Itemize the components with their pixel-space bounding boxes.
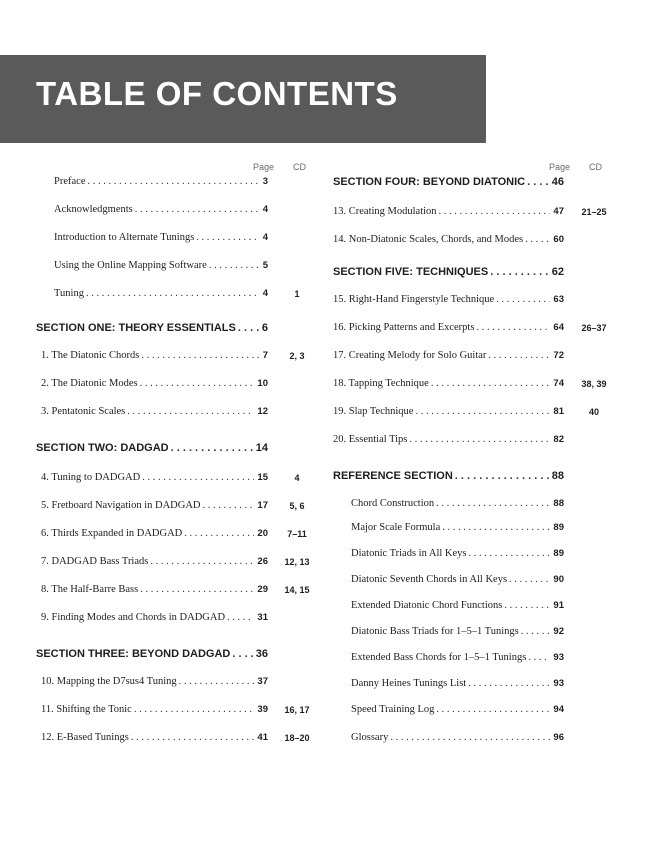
page-number: 31	[257, 612, 268, 623]
entry-title: 11. Shifting the Tonic	[41, 704, 132, 715]
dot-leader	[466, 678, 550, 689]
toc-entry	[54, 260, 268, 271]
dot-leader	[148, 556, 254, 567]
page-number: 89	[553, 522, 564, 533]
entry-title: Preface	[54, 176, 86, 187]
toc-entry	[333, 406, 564, 417]
toc-entry	[333, 294, 564, 305]
toc-entry	[41, 350, 268, 361]
toc-entry	[54, 176, 268, 187]
page-number: 96	[553, 732, 564, 743]
cd-track-number: 21–25	[581, 207, 607, 217]
page-number: 94	[553, 704, 564, 715]
entry-title: Speed Training Log	[351, 704, 435, 715]
entry-title: Acknowledgments	[54, 204, 133, 215]
dot-leader	[467, 548, 551, 559]
page-title: TABLE OF CONTENTS	[36, 75, 398, 112]
entry-title: 10. Mapping the D7sus4 Tuning	[41, 676, 177, 687]
cd-track-number: 5, 6	[289, 501, 305, 511]
page-number: 91	[553, 600, 564, 611]
entry-title: 7. DADGAD Bass Triads	[41, 556, 149, 567]
page-number: 36	[255, 648, 268, 660]
toc-section-row	[333, 266, 615, 282]
page-number: 4	[262, 204, 268, 215]
toc-entry	[41, 500, 268, 511]
entry-title: Diatonic Seventh Chords in All Keys	[351, 574, 508, 585]
page-number: 90	[553, 574, 564, 585]
toc-entry-row	[333, 378, 615, 394]
toc-entry	[41, 704, 268, 715]
dot-leader	[125, 406, 254, 417]
entry-title: 4. Tuning to DADGAD	[41, 472, 141, 483]
toc-entry	[333, 206, 564, 217]
section-title: SECTION FOUR: BEYOND DIATONIC	[333, 176, 526, 188]
entry-title: 15. Right-Hand Fingerstyle Technique	[333, 294, 495, 305]
dot-leader	[129, 732, 255, 743]
entry-title: 6. Thirds Expanded in DADGAD	[41, 528, 183, 539]
entry-title: 2. The Diatonic Modes	[41, 378, 138, 389]
entry-title: Glossary	[351, 732, 389, 743]
entry-title: 12. E-Based Tunings	[41, 732, 129, 743]
dot-leader	[526, 652, 550, 663]
toc-entry	[41, 676, 268, 687]
section-title: SECTION ONE: THEORY ESSENTIALS	[36, 322, 236, 334]
toc-entry	[54, 288, 268, 299]
section-title: SECTION FIVE: TECHNIQUES	[333, 266, 489, 278]
toc-entry	[351, 678, 564, 689]
toc-entry-row	[36, 350, 320, 366]
cd-track-number: 26–37	[581, 323, 607, 333]
entry-title: 16. Picking Patterns and Excerpts	[333, 322, 475, 333]
dot-leader	[177, 676, 255, 687]
toc-entry	[41, 528, 268, 539]
entry-title: 1. The Diatonic Chords	[41, 350, 140, 361]
dot-leader	[139, 350, 259, 361]
page-number: 72	[553, 350, 564, 361]
toc-entry	[41, 612, 268, 623]
toc-entry-row	[333, 678, 615, 694]
page-number: 6	[261, 322, 268, 334]
toc-entry-row	[333, 322, 615, 338]
page-number: 46	[551, 176, 564, 188]
toc-entry-row	[333, 294, 615, 310]
toc-entry	[351, 574, 564, 585]
cd-track-number: 12, 13	[284, 557, 310, 567]
page-number: 4	[262, 232, 268, 243]
dot-leader	[194, 232, 259, 243]
dot-leader	[434, 704, 550, 715]
page-number: 92	[553, 626, 564, 637]
page-number: 39	[257, 704, 268, 715]
dot-leader	[132, 704, 255, 715]
toc-entry-row	[36, 584, 320, 600]
page-column-header: Page	[253, 162, 275, 172]
page-number: 20	[257, 528, 268, 539]
toc-section-row	[36, 322, 320, 338]
entry-title: Diatonic Bass Triads for 1–5–1 Tunings	[351, 626, 519, 637]
page-number: 41	[257, 732, 268, 743]
dot-leader	[225, 612, 254, 623]
toc-entry-row	[36, 288, 320, 304]
toc-section-row	[333, 176, 615, 192]
dot-leader	[523, 234, 550, 245]
toc-section-row	[333, 470, 615, 486]
entry-title: Chord Construction	[351, 498, 435, 509]
entry-title: 9. Finding Modes and Chords in DADGAD	[41, 612, 226, 623]
page-column-header: Page	[549, 162, 571, 172]
entry-title: Extended Bass Chords for 1–5–1 Tunings	[351, 652, 527, 663]
toc-entry-row	[333, 732, 615, 748]
dot-leader	[453, 470, 549, 482]
dot-leader	[440, 522, 550, 533]
page-number: 12	[257, 406, 268, 417]
cd-track-number: 16, 17	[284, 705, 310, 715]
dot-leader	[519, 626, 551, 637]
left-column-headers	[253, 162, 333, 174]
cd-track-number: 7–11	[287, 529, 307, 539]
dot-leader	[502, 600, 550, 611]
toc-entry	[41, 584, 268, 595]
toc-entry-row	[36, 732, 320, 748]
page-number: 5	[262, 260, 268, 271]
dot-leader	[140, 472, 254, 483]
toc-entry-row	[36, 204, 320, 220]
page-number: 14	[255, 442, 268, 454]
toc-section-row	[36, 442, 320, 458]
page-number: 63	[553, 294, 564, 305]
entry-title: Danny Heines Tunings List	[351, 678, 467, 689]
cd-track-number: 14, 15	[284, 585, 310, 595]
page-number: 15	[257, 472, 268, 483]
toc-entry	[333, 434, 564, 445]
toc-entry-row	[333, 234, 615, 250]
cd-track-number: 4	[294, 473, 300, 483]
entry-title: 13. Creating Modulation	[333, 206, 437, 217]
page-number: 3	[262, 176, 268, 187]
section-title: SECTION THREE: BEYOND DADGAD	[36, 648, 231, 660]
cd-track-number: 1	[294, 289, 300, 299]
dot-leader	[84, 288, 260, 299]
title-banner	[0, 55, 486, 143]
dot-leader	[488, 266, 549, 278]
entry-title: Diatonic Triads in All Keys	[351, 548, 467, 559]
toc-entry-row	[333, 574, 615, 590]
cd-column-header: CD	[589, 162, 602, 172]
toc-entry-row	[333, 704, 615, 720]
page-number: 62	[551, 266, 564, 278]
page-number: 26	[257, 556, 268, 567]
dot-leader	[407, 434, 550, 445]
dot-leader	[169, 442, 253, 454]
page-number: 81	[553, 406, 564, 417]
dot-leader	[388, 732, 550, 743]
entry-title: 17. Creating Melody for Solo Guitar	[333, 350, 487, 361]
entry-title: Major Scale Formula	[351, 522, 441, 533]
dot-leader	[182, 528, 254, 539]
toc-entry	[41, 556, 268, 567]
toc-entry-row	[333, 652, 615, 668]
toc-entry	[333, 176, 564, 188]
toc-entry	[41, 472, 268, 483]
toc-entry	[333, 266, 564, 278]
cd-track-number: 38, 39	[581, 379, 607, 389]
cd-track-number: 2, 3	[289, 351, 305, 361]
page-number: 88	[553, 498, 564, 509]
dot-leader	[413, 406, 550, 417]
toc-entry	[351, 548, 564, 559]
toc-entry-row	[333, 548, 615, 564]
toc-entry	[54, 204, 268, 215]
dot-leader	[138, 584, 254, 595]
toc-entry	[333, 322, 564, 333]
toc-entry-row	[333, 522, 615, 538]
toc-entry-row	[333, 498, 615, 514]
dot-leader	[437, 206, 551, 217]
toc-entry-row	[36, 472, 320, 488]
toc-entry	[351, 732, 564, 743]
dot-leader	[474, 322, 550, 333]
cd-track-number: 40	[588, 407, 599, 417]
entry-title: 5. Fretboard Navigation in DADGAD	[41, 500, 201, 511]
toc-entry	[351, 626, 564, 637]
toc-entry	[36, 322, 268, 334]
page-number: 82	[553, 434, 564, 445]
toc-entry-row	[36, 528, 320, 544]
dot-leader	[507, 574, 550, 585]
entry-title: 14. Non-Diatonic Scales, Chords, and Modes	[333, 234, 524, 245]
toc-entry-row	[36, 406, 320, 422]
dot-leader	[434, 498, 550, 509]
toc-entry	[333, 350, 564, 361]
toc-entry-row	[36, 704, 320, 720]
page-number: 93	[553, 678, 564, 689]
entry-title: 18. Tapping Technique	[333, 378, 429, 389]
page-number: 60	[553, 234, 564, 245]
entry-title: 19. Slap Technique	[333, 406, 414, 417]
toc-entry-row	[36, 676, 320, 692]
page-number: 7	[262, 350, 268, 361]
toc-entry-row	[333, 626, 615, 642]
entry-title: 20. Essential Tips	[333, 434, 408, 445]
page-number: 29	[257, 584, 268, 595]
dot-leader	[525, 176, 549, 188]
toc-entry-row	[333, 206, 615, 222]
entry-title: Using the Online Mapping Software	[54, 260, 207, 271]
dot-leader	[486, 350, 550, 361]
toc-entry	[351, 522, 564, 533]
toc-entry-row	[333, 434, 615, 450]
toc-entry-row	[36, 176, 320, 192]
dot-leader	[85, 176, 259, 187]
toc-entry	[351, 498, 564, 509]
toc-entry	[351, 652, 564, 663]
page-number: 74	[553, 378, 564, 389]
toc-entry	[36, 648, 268, 660]
page-number: 4	[262, 288, 268, 299]
toc-entry	[41, 378, 268, 389]
dot-leader	[133, 204, 260, 215]
toc-entry	[54, 232, 268, 243]
dot-leader	[236, 322, 259, 334]
toc-entry	[333, 470, 564, 482]
page-number: 10	[257, 378, 268, 389]
toc-entry-row	[36, 378, 320, 394]
toc-entry-row	[36, 232, 320, 248]
page-number: 64	[553, 322, 564, 333]
toc-entry-row	[333, 406, 615, 422]
page-number: 93	[553, 652, 564, 663]
toc-entry-row	[36, 260, 320, 276]
section-title: REFERENCE SECTION	[333, 470, 453, 482]
page-number: 89	[553, 548, 564, 559]
dot-leader	[230, 648, 252, 660]
dot-leader	[138, 378, 255, 389]
toc-entry	[351, 704, 564, 715]
dot-leader	[494, 294, 550, 305]
toc-entry	[351, 600, 564, 611]
toc-entry	[41, 406, 268, 417]
toc-entry	[333, 234, 564, 245]
cd-track-number: 18–20	[284, 733, 310, 743]
toc-section-row	[36, 648, 320, 664]
toc-entry-row	[333, 350, 615, 366]
entry-title: Extended Diatonic Chord Functions	[351, 600, 503, 611]
right-column-headers	[549, 162, 629, 174]
entry-title: 3. Pentatonic Scales	[41, 406, 126, 417]
page-number: 37	[257, 676, 268, 687]
dot-leader	[201, 500, 255, 511]
entry-title: Tuning	[54, 288, 84, 299]
toc-entry-row	[36, 500, 320, 516]
dot-leader	[429, 378, 551, 389]
dot-leader	[207, 260, 260, 271]
toc-entry-row	[36, 556, 320, 572]
page-number: 47	[553, 206, 564, 217]
entry-title: Introduction to Alternate Tunings	[54, 232, 195, 243]
toc-entry-row	[333, 600, 615, 616]
toc-entry	[41, 732, 268, 743]
cd-column-header: CD	[293, 162, 306, 172]
toc-entry	[36, 442, 268, 454]
page-number: 17	[257, 500, 268, 511]
section-title: SECTION TWO: DADGAD	[36, 442, 169, 454]
page-number: 88	[551, 470, 564, 482]
entry-title: 8. The Half-Barre Bass	[41, 584, 139, 595]
toc-entry-row	[36, 612, 320, 628]
toc-entry	[333, 378, 564, 389]
